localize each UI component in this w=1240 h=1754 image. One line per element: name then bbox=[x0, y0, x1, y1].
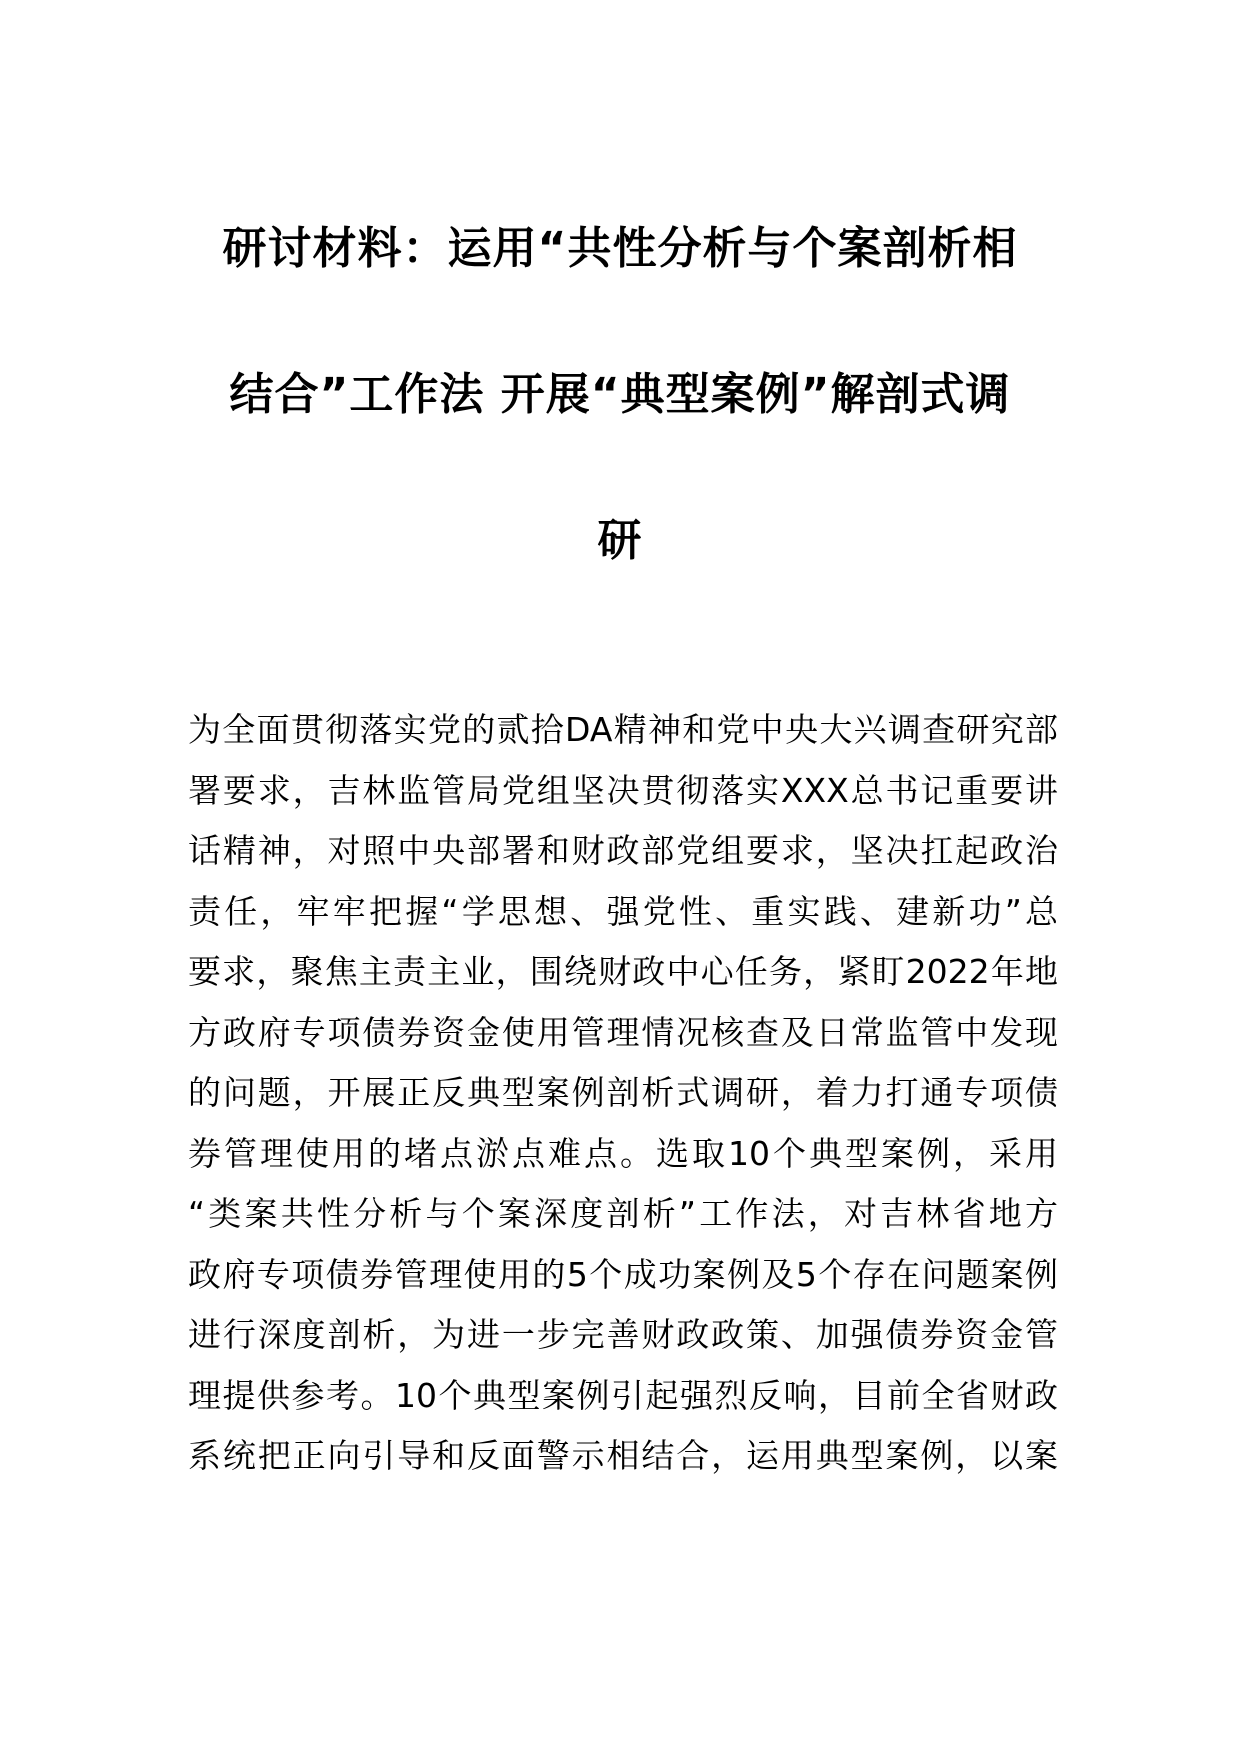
body-paragraph bbox=[188, 700, 1058, 1487]
body-line-4: 责任，牢牢把握“学思想、强党性、重实践、建新功”总 bbox=[188, 891, 1058, 931]
body-line-5: 要求，聚焦主责主业，围绕财政中心任务，紧盯2022年地 bbox=[188, 952, 1058, 991]
body-line-9: “类案共性分析与个案深度剖析”工作法，对吉林省地方 bbox=[188, 1194, 1058, 1233]
body-line-10: 政府专项债券管理使用的5个成功案例及5个存在问题案例 bbox=[188, 1254, 1058, 1294]
title-line-1: 研讨材料：运用“共性分析与个案剖析相 bbox=[222, 223, 1018, 274]
title-line-2: 结合”工作法 开展“典型案例”解剖式调 bbox=[229, 369, 1011, 420]
title-line-3: 研 bbox=[597, 515, 643, 566]
body-line-1: 为全面贯彻落实党的贰拾DA精神和党中央大兴调查研究部 bbox=[188, 710, 1058, 749]
body-line-12: 理提供参考。10个典型案例引起强烈反响，目前全省财政 bbox=[188, 1375, 1058, 1415]
body-line-11: 进行深度剖析，为进一步完善财政政策、加强债券资金管 bbox=[188, 1315, 1058, 1354]
document-title bbox=[150, 176, 1090, 614]
body-line-7: 的问题，开展正反典型案例剖析式调研，着力打通专项债 bbox=[188, 1073, 1058, 1112]
body-line-6: 方政府专项债券资金使用管理情况核查及日常监管中发现 bbox=[188, 1012, 1058, 1052]
body-line-8: 券管理使用的堵点淤点难点。选取10个典型案例，采用 bbox=[188, 1133, 1058, 1173]
body-line-13: 系统把正向引导和反面警示相结合，运用典型案例，以案 bbox=[188, 1436, 1058, 1475]
body-line-3: 话精神，对照中央部署和财政部党组要求，坚决扛起政治 bbox=[188, 831, 1058, 870]
body-line-2: 署要求，吉林监管局党组坚决贯彻落实XXX总书记重要讲 bbox=[188, 770, 1058, 810]
